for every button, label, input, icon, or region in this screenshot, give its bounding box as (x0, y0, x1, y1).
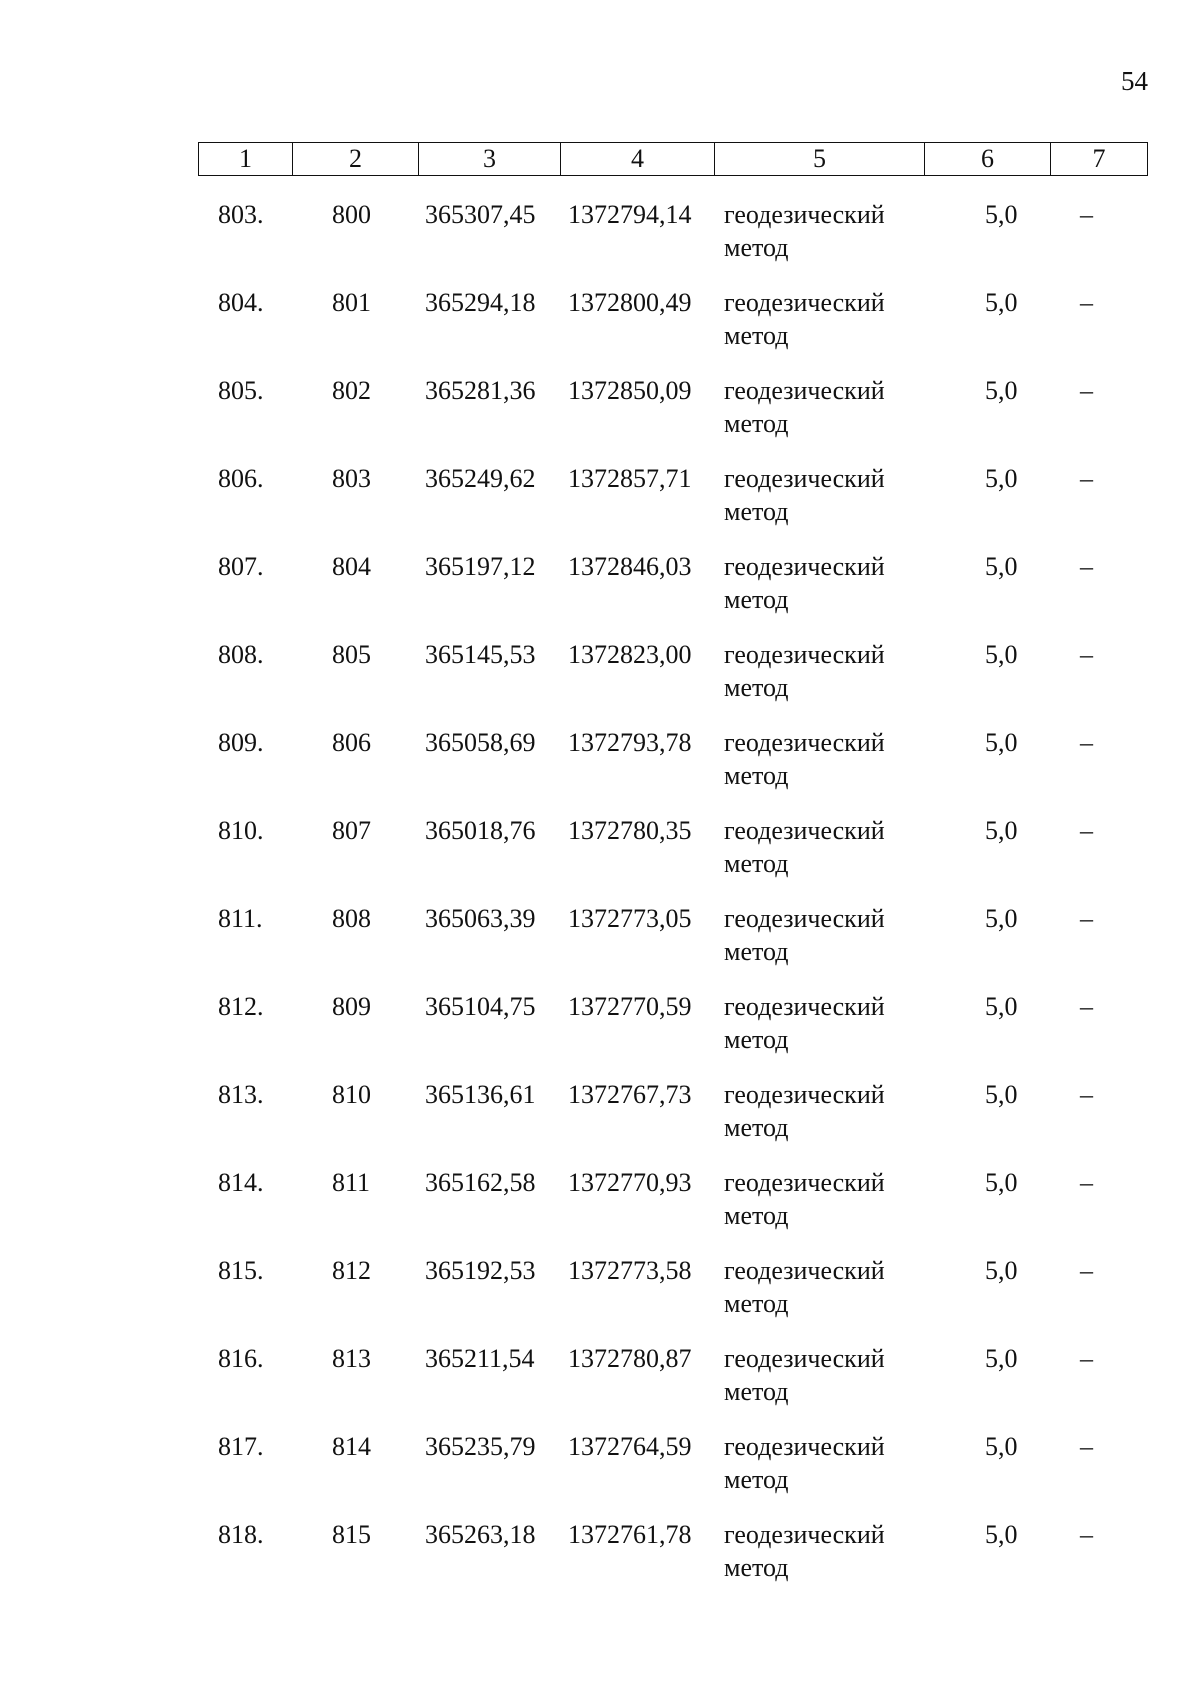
note-dash: – (1080, 376, 1093, 405)
method (724, 1254, 885, 1320)
note-dash: – (1080, 288, 1093, 317)
table-row (0, 1518, 1200, 1606)
row-number: 810. (218, 816, 264, 845)
note-dash: – (1080, 1344, 1093, 1373)
method-line-1: геодезический (724, 1168, 885, 1197)
x-coordinate: 365104,75 (425, 992, 536, 1021)
y-coordinate: 1372761,78 (568, 1520, 692, 1549)
x-coordinate: 365018,76 (425, 816, 536, 845)
y-coordinate: 1372794,14 (568, 200, 692, 229)
method-line-1: геодезический (724, 1432, 885, 1461)
x-coordinate: 365197,12 (425, 552, 536, 581)
table-row (0, 902, 1200, 990)
header-cell-6: 6 (925, 143, 1051, 176)
point-number: 815 (332, 1520, 371, 1549)
method (724, 1518, 885, 1584)
note-dash: – (1080, 1168, 1093, 1197)
table-row (0, 374, 1200, 462)
y-coordinate: 1372770,93 (568, 1168, 692, 1197)
y-coordinate: 1372770,59 (568, 992, 692, 1021)
table-row (0, 1166, 1200, 1254)
method-line-1: геодезический (724, 816, 885, 845)
row-number: 809. (218, 728, 264, 757)
method-line-2: метод (724, 1025, 789, 1054)
row-number: 815. (218, 1256, 264, 1285)
row-number: 805. (218, 376, 264, 405)
table-row (0, 1254, 1200, 1342)
method (724, 1430, 885, 1496)
method (724, 638, 885, 704)
method-line-2: метод (724, 1201, 789, 1230)
y-coordinate: 1372780,87 (568, 1344, 692, 1373)
method-line-2: метод (724, 1553, 789, 1582)
accuracy-value: 5,0 (985, 992, 1018, 1021)
x-coordinate: 365249,62 (425, 464, 536, 493)
page-number: 54 (1121, 66, 1148, 96)
row-number: 817. (218, 1432, 264, 1461)
table-row (0, 198, 1200, 286)
coordinates-table-body (0, 198, 1200, 1606)
method (724, 1166, 885, 1232)
accuracy-value: 5,0 (985, 288, 1018, 317)
method-line-2: метод (724, 321, 789, 350)
column-number-header (198, 142, 1148, 176)
note-dash: – (1080, 992, 1093, 1021)
x-coordinate: 365211,54 (425, 1344, 535, 1373)
accuracy-value: 5,0 (985, 200, 1018, 229)
method-line-1: геодезический (724, 288, 885, 317)
header-cell-5: 5 (715, 143, 925, 176)
y-coordinate: 1372850,09 (568, 376, 692, 405)
x-coordinate: 365294,18 (425, 288, 536, 317)
x-coordinate: 365192,53 (425, 1256, 536, 1285)
table-row (0, 814, 1200, 902)
table-row (0, 286, 1200, 374)
y-coordinate: 1372773,05 (568, 904, 692, 933)
row-number: 806. (218, 464, 264, 493)
method-line-1: геодезический (724, 728, 885, 757)
accuracy-value: 5,0 (985, 552, 1018, 581)
method-line-1: геодезический (724, 904, 885, 933)
table-row (0, 1342, 1200, 1430)
note-dash: – (1080, 1520, 1093, 1549)
row-number: 814. (218, 1168, 264, 1197)
point-number: 807 (332, 816, 371, 845)
y-coordinate: 1372846,03 (568, 552, 692, 581)
row-number: 818. (218, 1520, 264, 1549)
method-line-1: геодезический (724, 376, 885, 405)
note-dash: – (1080, 728, 1093, 757)
note-dash: – (1080, 640, 1093, 669)
y-coordinate: 1372793,78 (568, 728, 692, 757)
method (724, 814, 885, 880)
y-coordinate: 1372764,59 (568, 1432, 692, 1461)
y-coordinate: 1372823,00 (568, 640, 692, 669)
accuracy-value: 5,0 (985, 728, 1018, 757)
y-coordinate: 1372773,58 (568, 1256, 692, 1285)
method-line-1: геодезический (724, 1256, 885, 1285)
method-line-2: метод (724, 761, 789, 790)
point-number: 801 (332, 288, 371, 317)
method-line-2: метод (724, 849, 789, 878)
note-dash: – (1080, 200, 1093, 229)
method-line-2: метод (724, 233, 789, 262)
note-dash: – (1080, 552, 1093, 581)
header-cell-3: 3 (419, 143, 561, 176)
method-line-1: геодезический (724, 1344, 885, 1373)
accuracy-value: 5,0 (985, 1344, 1018, 1373)
table-row (0, 462, 1200, 550)
method-line-2: метод (724, 409, 789, 438)
method-line-2: метод (724, 497, 789, 526)
point-number: 808 (332, 904, 371, 933)
x-coordinate: 365145,53 (425, 640, 536, 669)
table-row (0, 990, 1200, 1078)
method-line-1: геодезический (724, 640, 885, 669)
accuracy-value: 5,0 (985, 1432, 1018, 1461)
accuracy-value: 5,0 (985, 464, 1018, 493)
method-line-1: геодезический (724, 992, 885, 1021)
table-row (0, 726, 1200, 814)
method (724, 990, 885, 1056)
method-line-1: геодезический (724, 552, 885, 581)
point-number: 813 (332, 1344, 371, 1373)
method (724, 374, 885, 440)
row-number: 811. (218, 904, 263, 933)
table-row (0, 1078, 1200, 1166)
method-line-2: метод (724, 1289, 789, 1318)
point-number: 810 (332, 1080, 371, 1109)
accuracy-value: 5,0 (985, 904, 1018, 933)
method-line-1: геодезический (724, 1080, 885, 1109)
accuracy-value: 5,0 (985, 1168, 1018, 1197)
row-number: 816. (218, 1344, 264, 1373)
x-coordinate: 365263,18 (425, 1520, 536, 1549)
method-line-2: метод (724, 1465, 789, 1494)
accuracy-value: 5,0 (985, 640, 1018, 669)
point-number: 802 (332, 376, 371, 405)
header-cell-4: 4 (561, 143, 715, 176)
row-number: 808. (218, 640, 264, 669)
table-row (0, 638, 1200, 726)
row-number: 803. (218, 200, 264, 229)
method-line-2: метод (724, 1377, 789, 1406)
x-coordinate: 365235,79 (425, 1432, 536, 1461)
method-line-2: метод (724, 937, 789, 966)
method-line-2: метод (724, 673, 789, 702)
note-dash: – (1080, 816, 1093, 845)
y-coordinate: 1372857,71 (568, 464, 692, 493)
header-cell-2: 2 (293, 143, 419, 176)
row-number: 812. (218, 992, 264, 1021)
method (724, 550, 885, 616)
method-line-2: метод (724, 1113, 789, 1142)
point-number: 806 (332, 728, 371, 757)
point-number: 805 (332, 640, 371, 669)
method-line-1: геодезический (724, 464, 885, 493)
method (724, 462, 885, 528)
method (724, 902, 885, 968)
x-coordinate: 365307,45 (425, 200, 536, 229)
note-dash: – (1080, 1080, 1093, 1109)
note-dash: – (1080, 1256, 1093, 1285)
note-dash: – (1080, 464, 1093, 493)
point-number: 803 (332, 464, 371, 493)
point-number: 812 (332, 1256, 371, 1285)
x-coordinate: 365058,69 (425, 728, 536, 757)
note-dash: – (1080, 904, 1093, 933)
accuracy-value: 5,0 (985, 1520, 1018, 1549)
method (724, 198, 885, 264)
method-line-1: геодезический (724, 1520, 885, 1549)
point-number: 811 (332, 1168, 371, 1197)
note-dash: – (1080, 1432, 1093, 1461)
accuracy-value: 5,0 (985, 376, 1018, 405)
point-number: 809 (332, 992, 371, 1021)
point-number: 800 (332, 200, 371, 229)
accuracy-value: 5,0 (985, 816, 1018, 845)
header-cell-7: 7 (1051, 143, 1148, 176)
point-number: 804 (332, 552, 371, 581)
point-number: 814 (332, 1432, 371, 1461)
method (724, 1078, 885, 1144)
method-line-2: метод (724, 585, 789, 614)
header-cell-1: 1 (199, 143, 293, 176)
x-coordinate: 365063,39 (425, 904, 536, 933)
accuracy-value: 5,0 (985, 1256, 1018, 1285)
y-coordinate: 1372767,73 (568, 1080, 692, 1109)
y-coordinate: 1372800,49 (568, 288, 692, 317)
method-line-1: геодезический (724, 200, 885, 229)
x-coordinate: 365162,58 (425, 1168, 536, 1197)
row-number: 804. (218, 288, 264, 317)
x-coordinate: 365281,36 (425, 376, 536, 405)
y-coordinate: 1372780,35 (568, 816, 692, 845)
table-row (0, 550, 1200, 638)
row-number: 813. (218, 1080, 264, 1109)
method (724, 726, 885, 792)
table-row (0, 1430, 1200, 1518)
method (724, 1342, 885, 1408)
row-number: 807. (218, 552, 264, 581)
x-coordinate: 365136,61 (425, 1080, 536, 1109)
method (724, 286, 885, 352)
accuracy-value: 5,0 (985, 1080, 1018, 1109)
